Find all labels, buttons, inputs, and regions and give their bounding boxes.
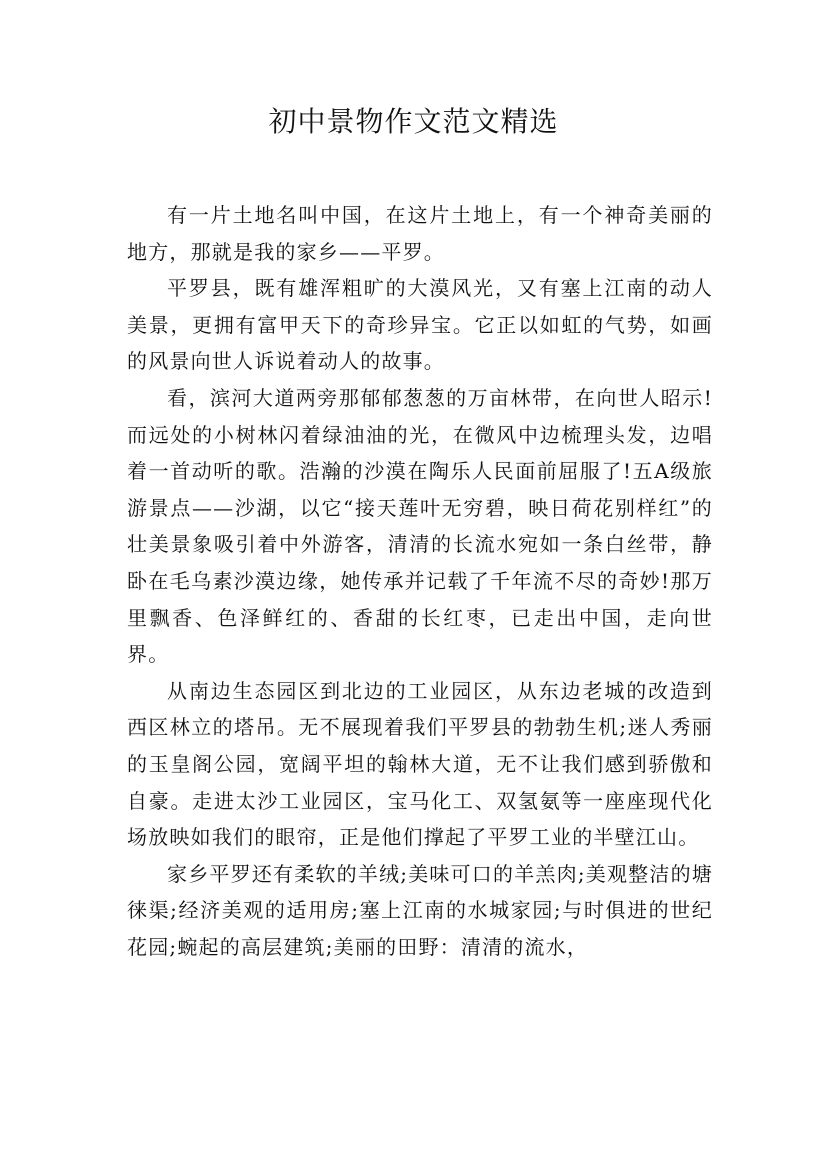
paragraph: 家乡平罗还有柔软的羊绒;美味可口的羊羔肉;美观整洁的塘徕渠;经济美观的适用房;塞上江南的水城家园;与时俱进的世纪花园;蜿起的高层建筑;美丽的田野：清清的流水， [127,861,713,959]
paragraph: 有一片土地名叫中国，在这片土地上，有一个神奇美丽的地方，那就是我的家乡——平罗。 [127,203,713,264]
document-title: 初中景物作文范文精选 [268,105,559,138]
paragraph: 从南边生态园区到北边的工业园区，从东边老城的改造到西区林立的塔吊。无不展现着我们平罗县的勃勃生机;迷人秀丽的玉皇阁公园，宽阔平坦的翰林大道，无不让我们感到骄傲和自豪。走进太沙工业园区，宝马化工、双氢氨等一座座现代化场放映如我们的眼帘，正是他们撑起了平罗工业的半壁江山。 [127,678,713,850]
document-body [127,197,713,965]
paragraph: 看，滨河大道两旁那郁郁葱葱的万亩林带，在向世人昭示!而远处的小树林闪着绿油油的光，在微风中边梳理头发，边唱着一首动听的歌。浩瀚的沙漠在陶乐人民面前屈服了!五A级旅游景点——沙湖，以它“接天莲叶无穷碧，映日荷花别样红”的壮美景象吸引着中外游客，清清的长流水宛如一条白丝带，静卧在毛乌素沙漠边缘，她传承并记载了千年流不尽的奇妙!那万里飘香、色泽鲜红的、香甜的长红枣，已走出中国，走向世界。 [127,385,713,667]
paragraph: 平罗县，既有雄浑粗旷的大漠风光，又有塞上江南的动人美景，更拥有富甲天下的奇珍异宝。它正以如虹的气势，如画的风景向世人诉说着动人的故事。 [127,276,713,374]
